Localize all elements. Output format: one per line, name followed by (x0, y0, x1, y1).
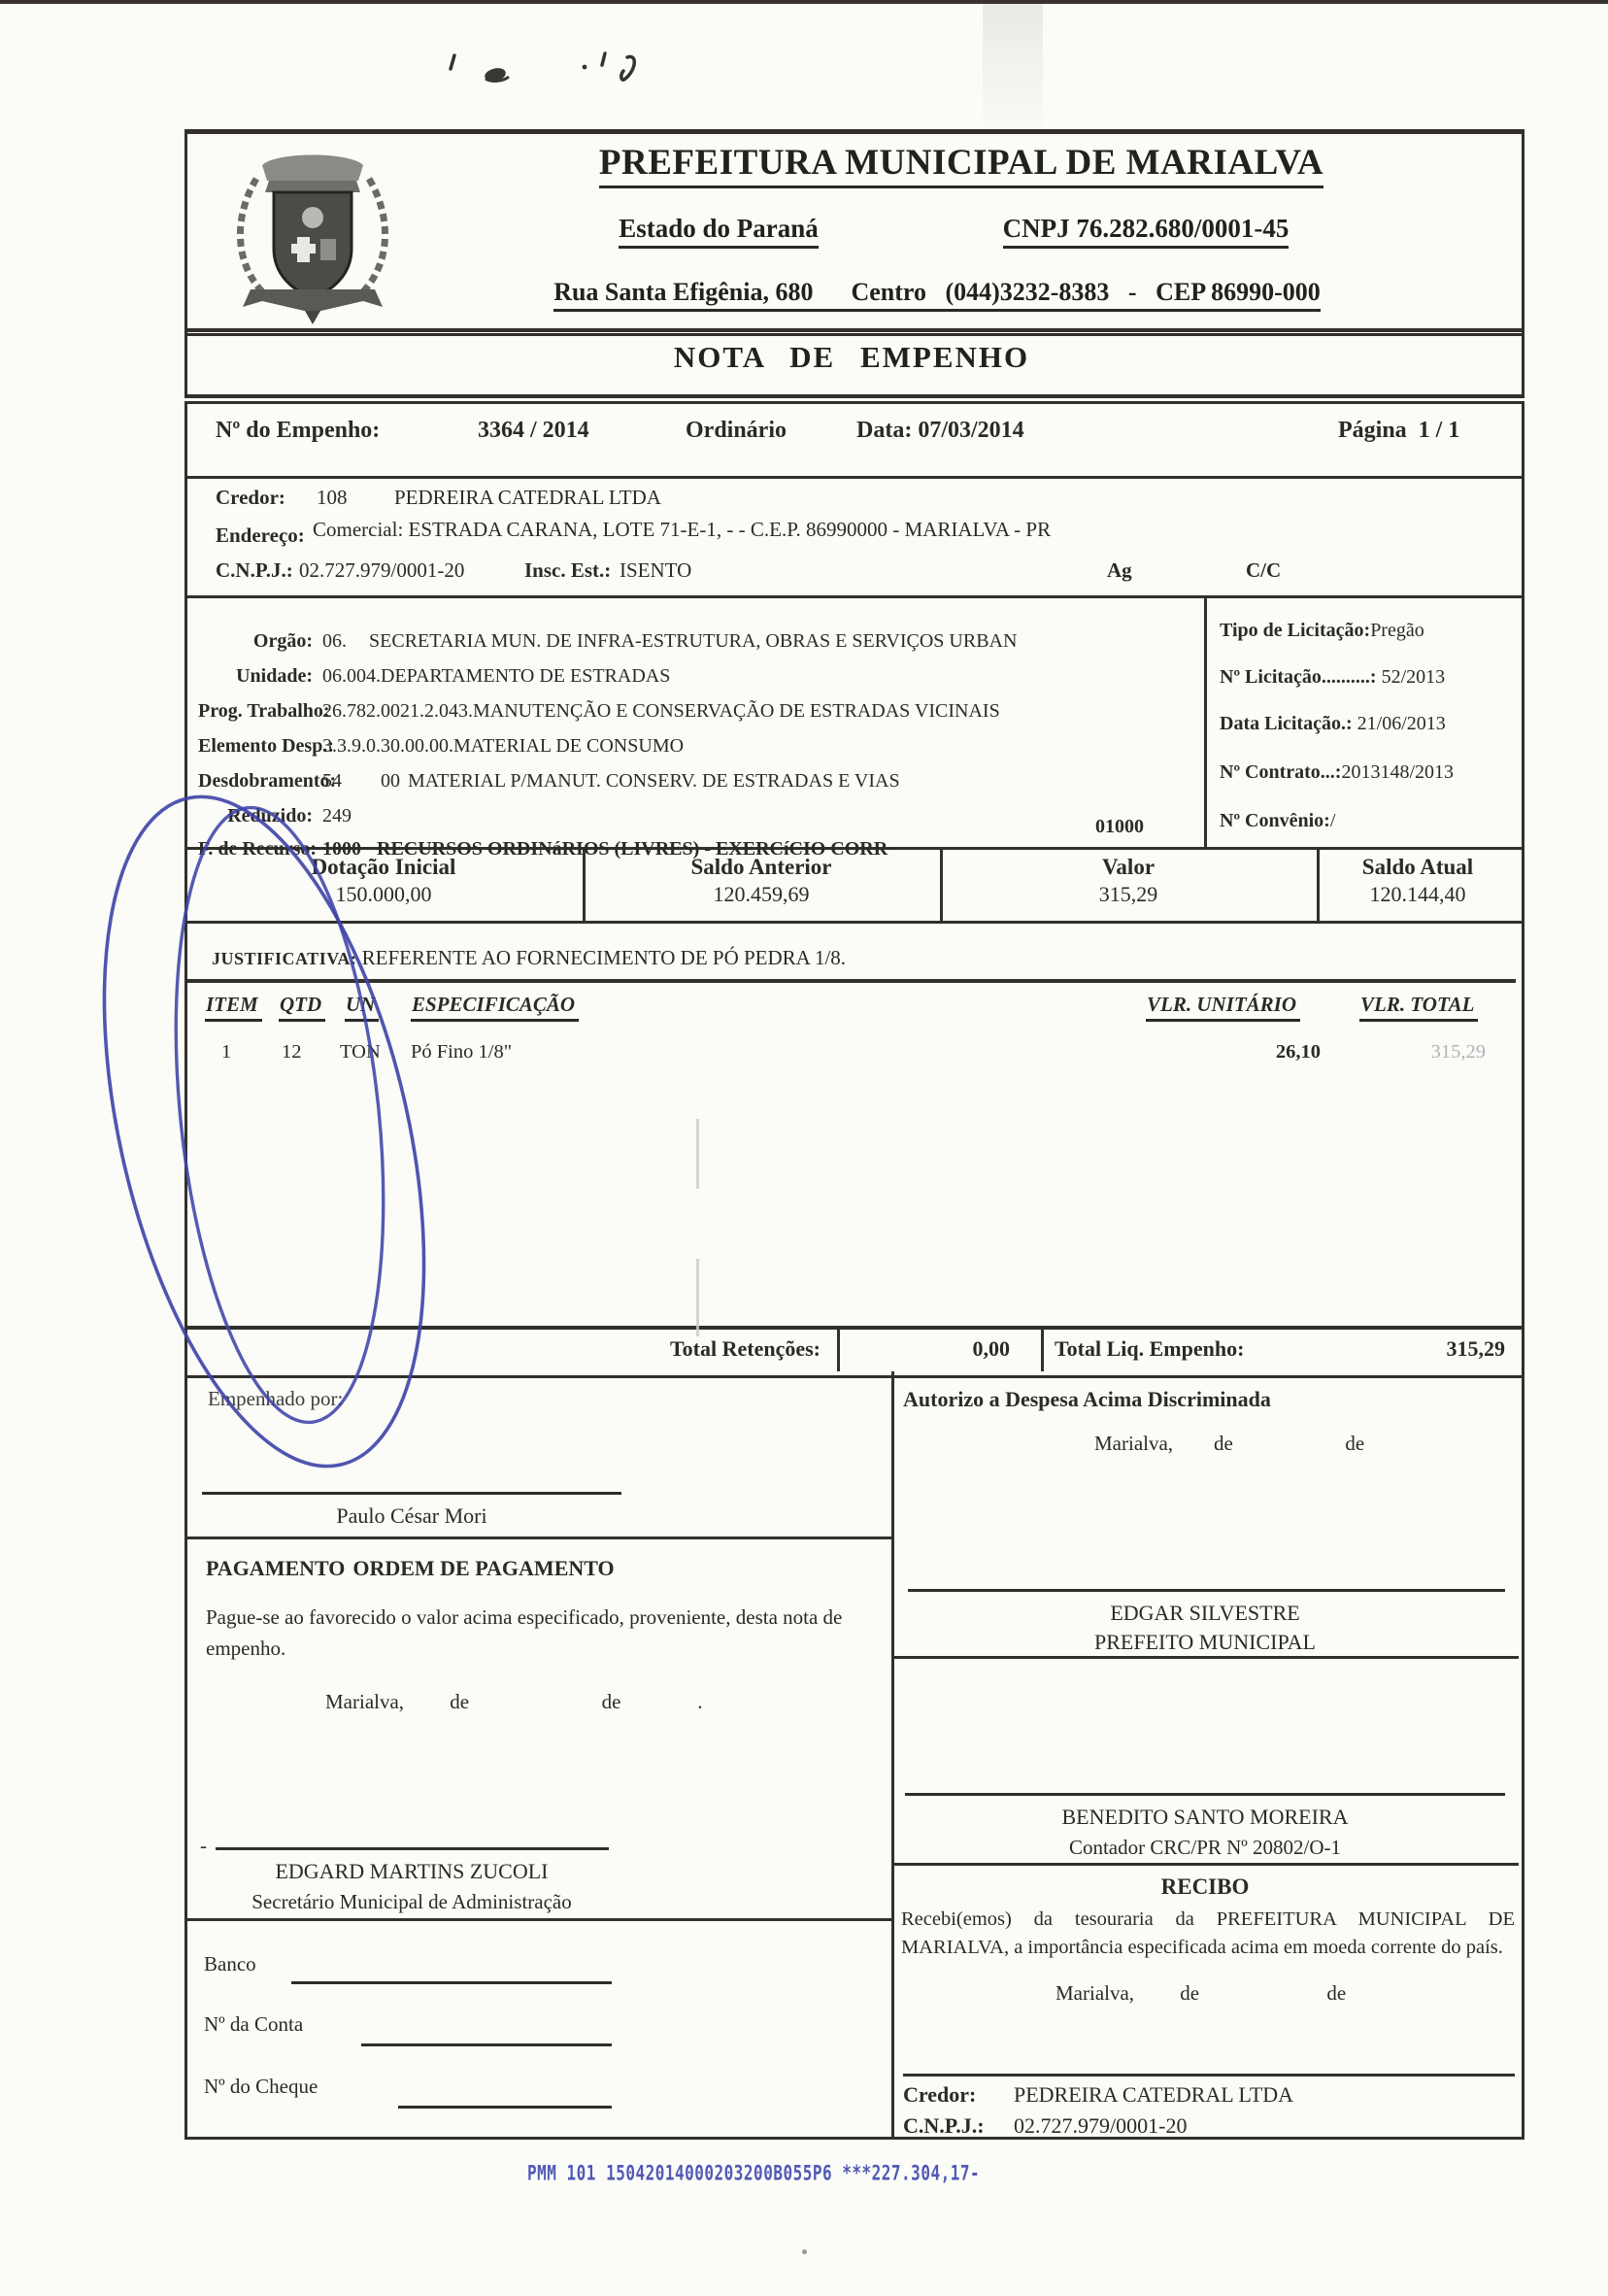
empenho-number-label: Nº do Empenho: (216, 418, 381, 443)
licitacao-label: Nº Convênio: (1220, 810, 1330, 831)
endereco-label: Endereço: (216, 523, 305, 547)
totals-divider-1 (837, 1326, 840, 1371)
prefeito-signature-line (908, 1589, 1505, 1592)
budget-label: Unidade: (236, 665, 313, 687)
licitacao-value: 2013148/2013 (1341, 761, 1455, 783)
budget-code: 249 (322, 805, 352, 827)
empenhado-por-label: Empenhado por: (208, 1387, 344, 1410)
empenho-page: Página 1 / 1 (1338, 418, 1460, 443)
recibo-credor-divider (903, 2074, 1515, 2077)
total-retencoes-label: Total Retenções: (670, 1336, 821, 1361)
licitacao-value: Pregão (1370, 620, 1424, 641)
credor-code: 108 (317, 486, 348, 509)
state-label: Estado do Paraná (619, 214, 819, 249)
empenhado-signature-line (202, 1492, 621, 1495)
pen-scribble-marks (437, 44, 660, 97)
budget-code: 54 00 (322, 770, 400, 792)
budget-recurso-extra-code: 01000 (1095, 816, 1144, 837)
cheque-fill-line (398, 2106, 612, 2109)
header-cnpj-wrap (930, 214, 1361, 244)
item-cell-item: 1 (221, 1041, 232, 1063)
totals-divider-2 (1041, 1326, 1044, 1371)
pagamento-title: PAGAMENTO (206, 1556, 346, 1580)
header-state-wrap (581, 214, 856, 244)
recibo-text: Recebi(emos) da tesouraria da PREFEITURA MUNICIPAL DE MARIALVA, a importância especificada acima em moeda corrente do país. (901, 1908, 1515, 1959)
cheque-label: Nº do Cheque (204, 2075, 318, 2098)
total-liq-value: 315,29 (1446, 1336, 1505, 1361)
summary-label: Valor (1101, 855, 1156, 879)
justificativa-line (204, 929, 846, 970)
budget-label: Desdobramento: (198, 770, 337, 792)
left-divider-1 (184, 1536, 891, 1539)
header-address: Rua Santa Efigênia, 680 Centro (044)3232-8383 - CEP 86990-000 (553, 278, 1321, 312)
budget-label: Prog. Trabalho: (198, 700, 330, 722)
budget-desc: MATERIAL P/MANUT. CONSERV. DE ESTRADAS E VIAS (408, 770, 900, 792)
licitacao-row-numero (1220, 666, 1445, 689)
recibo-credor-name: PEDREIRA CATEDRAL LTDA (1014, 2082, 1294, 2107)
header-address-wrap (359, 278, 1515, 307)
cc-label: C/C (1246, 558, 1282, 582)
empenho-row-box (184, 401, 1524, 479)
budget-label: Reduzido: (227, 805, 313, 827)
licitacao-label: Nº Licitação..........: (1220, 666, 1377, 688)
scanner-streak (983, 4, 1043, 140)
secretario-name: EDGARD MARTINS ZUCOLI (275, 1859, 549, 1883)
licitacao-row-tipo (1220, 620, 1424, 642)
budget-label: Orgão: (252, 630, 313, 652)
columns-divider (891, 1371, 894, 2137)
conta-fill-line (361, 2043, 612, 2046)
totals-row-box (184, 1326, 1524, 1378)
col-header-vlr-unitario: VLR. UNITÁRIO (1146, 993, 1300, 1022)
budget-desc: MANUTENÇÃO E CONSERVAÇÃO DE ESTRADAS VICINAIS (473, 700, 1000, 722)
contador-name: BENEDITO SANTO MOREIRA (1061, 1805, 1349, 1829)
empenho-kind: Ordinário (686, 418, 787, 443)
cnpj-label: C.N.P.J.: (216, 558, 293, 582)
budget-label: F. de Recurso: (198, 838, 318, 860)
insc-est-value: ISENTO (620, 558, 692, 582)
contador-title: Contador CRC/PR Nº 20802/O-1 (1068, 1836, 1342, 1859)
total-retencoes-value: 0,00 (972, 1336, 1010, 1361)
secretario-title: Secretário Municipal de Administração (251, 1890, 572, 1913)
summary-value: 120.459,69 (713, 882, 810, 906)
scan-artifact-dot (802, 2249, 807, 2254)
endereco-value: Comercial: ESTRADA CARANA, LOTE 71-E-1, - - C.E.P. 86990000 - MARIALVA - PR (313, 518, 1052, 541)
insc-est-label: Insc. Est.: (524, 558, 612, 582)
signatures-box (184, 1371, 1524, 2140)
summary-label: Saldo Atual (1361, 855, 1474, 879)
budget-code: 06.004. (322, 665, 381, 687)
item-cell-vlr-total: 315,29 (1430, 1041, 1486, 1063)
summary-value: 150.000,00 (335, 882, 432, 906)
item-cell-qtd: 12 (282, 1041, 302, 1063)
credor-name: PEDREIRA CATEDRAL LTDA (394, 486, 661, 509)
recibo-cnpj-value: 02.727.979/0001-20 (1014, 2113, 1188, 2138)
budget-desc: RECURSOS ORDINáRIOS (LIVRES) - EXERCíCIO CORR (377, 838, 888, 860)
recibo-title: RECIBO (1160, 1874, 1250, 1899)
prefeito-name: EDGAR SILVESTRE (1110, 1601, 1300, 1625)
licitacao-value: / (1329, 810, 1336, 831)
licitacao-label: Nº Contrato...: (1220, 761, 1342, 783)
recibo-city-date: Marialva, de de (1055, 1981, 1347, 2005)
banco-label: Banco (204, 1952, 256, 1975)
budget-code: 1000 (322, 838, 361, 860)
item-row (0, 1041, 1608, 1070)
col-header-un: UN (345, 993, 379, 1022)
header-title-wrap (418, 142, 1505, 184)
scan-artifact-dash (696, 1259, 699, 1336)
left-divider-2 (184, 1918, 891, 1921)
autorizo-title: Autorizo a Despesa Acima Discriminada (903, 1387, 1271, 1411)
credor-label: Credor: (216, 486, 285, 509)
budget-desc: MATERIAL DE CONSUMO (453, 735, 685, 757)
summary-label: Dotação Inicial (311, 855, 456, 879)
cnpj-value: 02.727.979/0001-20 (299, 558, 465, 582)
col-header-vlr-total: VLR. TOTAL (1359, 993, 1478, 1022)
licitacao-value: 52/2013 (1376, 666, 1446, 688)
secretario-signature-line (216, 1847, 609, 1850)
total-liq-label: Total Liq. Empenho: (1055, 1336, 1245, 1361)
licitacao-label: Tipo de Licitação: (1220, 620, 1371, 641)
justificativa-label: JUSTIFICATIVA: (212, 949, 357, 968)
item-cell-un: TON (340, 1041, 381, 1063)
licitacao-value: 21/06/2013 (1352, 713, 1446, 734)
col-header-item: ITEM (205, 993, 262, 1022)
conta-label: Nº da Conta (204, 2012, 304, 2036)
right-divider-1 (891, 1656, 1519, 1659)
item-cell-espec: Pó Fino 1/8" (411, 1041, 513, 1063)
summary-label: Saldo Anterior (690, 855, 832, 879)
contador-signature-line (905, 1793, 1505, 1796)
doc-title: NOTA DE EMPENHO (673, 340, 1030, 374)
scan-top-edge (0, 0, 1608, 4)
budget-desc: DEPARTAMENTO DE ESTRADAS (381, 665, 671, 687)
scan-artifact-dash (696, 1119, 699, 1189)
ordem-pagamento-title: ORDEM DE PAGAMENTO (352, 1556, 615, 1580)
summary-cell-valor (940, 855, 1317, 907)
table-top-rule (187, 979, 1516, 983)
justificativa-text: REFERENTE AO FORNECIMENTO DE PÓ PEDRA 1/8. (356, 946, 847, 969)
summary-cell-saldo-anterior (583, 855, 940, 907)
empenho-number-value: 3364 / 2014 (478, 418, 589, 443)
recibo-credor-label: Credor: (903, 2082, 977, 2107)
budget-code: 06. (322, 630, 347, 652)
summary-value: 120.144,40 (1369, 882, 1466, 906)
budget-code: 3.3.9.0.30.00.00. (322, 735, 453, 757)
licitacao-row-contrato (1220, 761, 1454, 784)
header-cnpj: CNPJ 76.282.680/0001-45 (1003, 214, 1290, 249)
col-header-especificacao: ESPECIFICAÇÃO (411, 993, 579, 1022)
summary-cell-dotacao (184, 855, 583, 907)
licitacao-label: Data Licitação.: (1220, 713, 1353, 734)
pagamento-text: Pague-se ao favorecido o valor acima especificado, proveniente, desta nota de empenho. (206, 1605, 843, 1660)
empenho-date: Data: 07/03/2014 (856, 418, 1024, 443)
dot-matrix-print-line: PMM 101 15042014000203200B055P6 ***227.304,17- (527, 2160, 981, 2185)
licitacao-row-data (1220, 713, 1446, 735)
right-divider-2 (891, 1863, 1519, 1866)
budget-code: 26.782.0021.2.043. (322, 700, 473, 722)
col-header-qtd: QTD (279, 993, 325, 1022)
item-cell-vlr-unitario: 26,10 (1275, 1041, 1321, 1063)
recibo-cnpj-label: C.N.P.J.: (903, 2113, 985, 2138)
budget-label: Elemento Desp.: (198, 735, 334, 757)
pagamento-city-date: Marialva, de de . (325, 1690, 703, 1713)
budget-desc: SECRETARIA MUN. DE INFRA-ESTRUTURA, OBRAS E SERVIÇOS URBAN (369, 630, 1018, 652)
empenhado-signer-name: Paulo César Mori (336, 1503, 487, 1528)
prefecture-title: PREFEITURA MUNICIPAL DE MARIALVA (599, 143, 1323, 188)
licitacao-row-convenio (1220, 810, 1335, 832)
summary-value: 315,29 (1098, 882, 1158, 906)
prefeito-title: PREFEITO MUNICIPAL (1094, 1630, 1316, 1654)
summary-cell-saldo-atual (1317, 855, 1519, 907)
ag-label: Ag (1107, 558, 1132, 582)
secretario-line-dash: - (200, 1834, 207, 1857)
licitacao-divider (1204, 595, 1207, 847)
banco-fill-line (291, 1981, 612, 1984)
autorizo-city-date: Marialva, de de (1094, 1432, 1365, 1455)
